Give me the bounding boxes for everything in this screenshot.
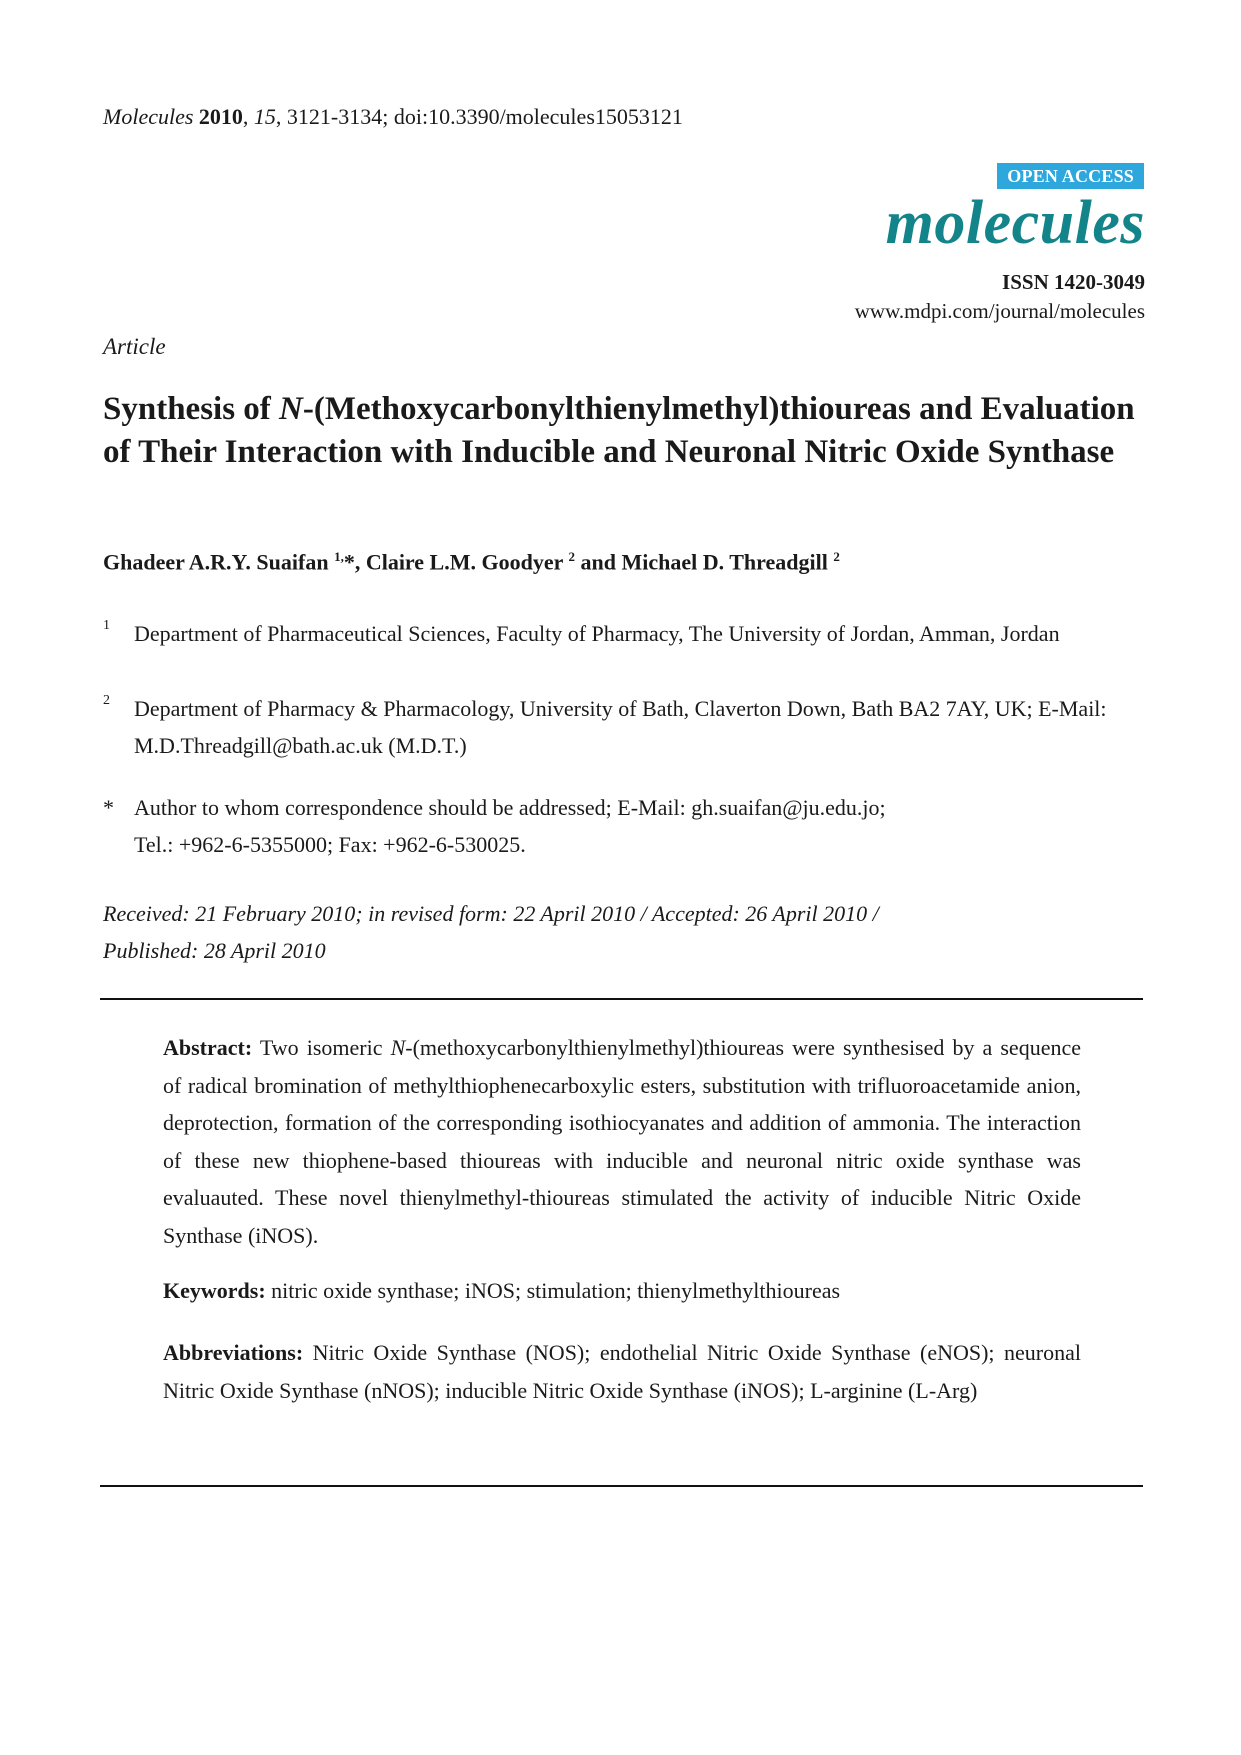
author-name: Claire L.M. Goodyer — [365, 549, 563, 575]
article-type: Article — [103, 334, 166, 359]
affiliation-text: Department of Pharmaceutical Sciences, Faculty of Pharmacy, The University of Jordan, Amman, Jordan — [134, 621, 1060, 646]
author-name: Michael D. Threadgill — [621, 549, 828, 575]
citation-year: 2010 — [198, 104, 243, 129]
publication-dates — [103, 895, 1123, 969]
affiliation-mark: 2 — [103, 693, 110, 708]
author-separator: , — [354, 549, 366, 575]
citation-volume: 15 — [253, 104, 276, 129]
citation-line: Molecules 2010, 15, 3121-3134; doi:10.3390/molecules15053121 — [103, 104, 683, 129]
paper-title — [103, 388, 1143, 474]
abbreviations-text: Nitric Oxide Synthase (NOS); endothelial Nitric Oxide Synthase (eNOS); neuronal Nitric Oxide Synthase (nNOS); inducible Nitric Oxide Synthase (iNOS); — [163, 1340, 1081, 1403]
author-separator: and — [574, 549, 622, 575]
correspondence — [103, 789, 1123, 863]
affiliation-mark: 1 — [103, 618, 110, 633]
title-part1: Synthesis of — [103, 391, 280, 427]
dates-line2: Published: 28 April 2010 — [103, 938, 326, 963]
abbreviations-mid: -arginine ( — [823, 1377, 916, 1403]
affiliation-2 — [103, 690, 1123, 764]
issn: ISSN 1420-3049 — [1002, 270, 1145, 294]
corresponding-mark: * — [343, 549, 355, 575]
correspondence-line1: Author to whom correspondence should be addressed; E-Mail: gh.suaifan@ju.edu.jo; — [134, 795, 886, 820]
divider-bottom — [100, 1485, 1143, 1487]
keywords — [163, 1272, 1081, 1310]
affiliation-1 — [103, 615, 1123, 652]
abstract-label: Abstract: — [163, 1035, 253, 1060]
journal-logo: molecules — [885, 189, 1145, 257]
keywords-label: Keywords: — [163, 1278, 266, 1303]
title-part2: -(Methoxycarbonylthienylmethyl)thioureas and Evaluation of Their Interaction with Inducible and Neuronal Nitric Oxide Synthase — [103, 391, 1135, 470]
citation-journal: Molecules — [103, 104, 194, 129]
open-access-badge: OPEN ACCESS — [997, 163, 1144, 189]
abbreviations-end: -Arg) — [928, 1377, 978, 1403]
abbreviations-sc1: L — [810, 1377, 824, 1403]
journal-url[interactable]: www.mdpi.com/journal/molecules — [854, 299, 1145, 323]
abbreviations-sc2: L — [915, 1377, 929, 1403]
divider-top — [100, 998, 1143, 1000]
author-affiliation-mark: 2 — [833, 549, 840, 564]
author-affiliation-mark: 2 — [568, 549, 575, 564]
citation-rest: , 3121-3134; doi:10.3390/molecules15053121 — [275, 104, 683, 129]
authors — [103, 549, 840, 575]
title-italic: N — [279, 391, 303, 427]
abbreviations — [163, 1334, 1081, 1409]
abstract-pre: Two isomeric — [252, 1035, 391, 1060]
author-name: Ghadeer A.R.Y. Suaifan — [103, 549, 329, 575]
keywords-text: nitric oxide synthase; iNOS; stimulation; thienylmethylthioureas — [265, 1278, 841, 1303]
affiliation-text: Department of Pharmacy & Pharmacology, University of Bath, Claverton Down, Bath BA2 7AY, UK; E-Mail: M.D.Threadgill@bath.ac.uk (M.D.T.) — [134, 696, 1107, 758]
abbreviations-label: Abbreviations: — [163, 1340, 304, 1365]
correspondence-mark: * — [103, 795, 114, 820]
abstract-italic: N — [390, 1035, 406, 1060]
abstract-text: -(methoxycarbonylthienylmethyl)thioureas were synthesised by a sequence of radical bromination of methylthiophenecarboxylic esters, substitution with trifluoroacetamide anion, deprotection, formation of the corresponding isothiocyanates and addition of ammonia. The interaction of these new thiophene-based thioureas with inducible and neuronal nitric oxide synthase was evaluauted. These novel thienylmethyl-thioureas stimulated the activity of inducible Nitric Oxide Synthase (iNOS). — [163, 1035, 1081, 1248]
author-affiliation-mark: 1, — [334, 549, 344, 564]
abstract — [163, 1029, 1081, 1254]
dates-line1: Received: 21 February 2010; in revised form: 22 April 2010 / Accepted: 26 April 2010 / — [103, 901, 879, 926]
correspondence-line2: Tel.: +962-6-5355000; Fax: +962-6-530025. — [134, 832, 526, 857]
